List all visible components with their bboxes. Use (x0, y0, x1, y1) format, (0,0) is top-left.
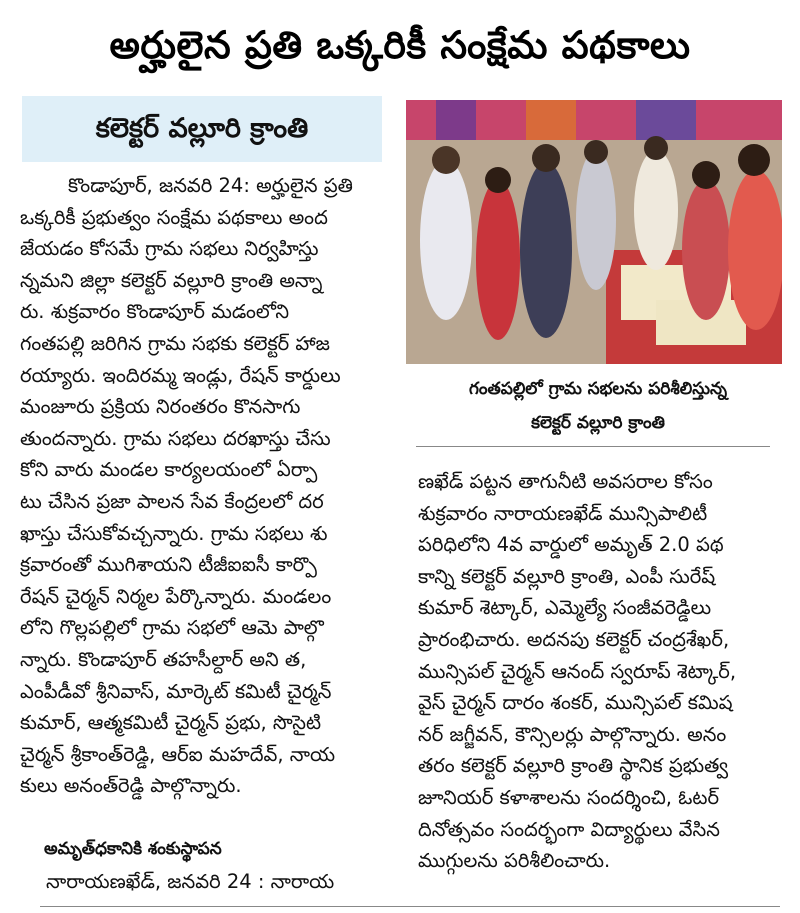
left-column-line: తుందన్నారు. గ్రామ సభలు దరఖాస్తు చేసు (20, 426, 331, 450)
headline: అర్హులైన ప్రతి ఒక్కరికీ సంక్షేమ పథకాలు (109, 23, 691, 67)
right-column-line: కాన్ని కలెక్టర్ వల్లూరి క్రాంతి, ఎంపీ సురేష్ (418, 564, 716, 588)
left-column-line: రు. శుక్రవారం కొండాపూర్ మడంలోని (20, 300, 290, 324)
left-column-line: జేయడం కోసమే గ్రామ సభలు నిర్వహిస్తు (20, 237, 319, 261)
left-column-line: ఖాస్తు చేసుకోవచ్చన్నారు. గ్రామ సభలు శు (20, 521, 328, 545)
subheadline-box (22, 96, 382, 162)
photo-caption-line: గంతపల్లిలో గ్రామ సభలను పరిశీలిస్తున్న (469, 379, 727, 399)
left-column-line: రేషన్ చైర్మన్ నిర్మల పేర్కొన్నారు. మండలం (20, 584, 332, 608)
section-subtitle: అమృత్‌ధకానికి శంకుస్థాపన (44, 839, 222, 859)
left-column-line: గంతపల్లి జరిగిన గ్రామ సభకు కలెక్టర్ హాజ (20, 331, 330, 355)
right-column (418, 466, 790, 877)
right-column-line: దినోత్సవం సందర్భంగా విద్యార్థులు వేసిన (418, 817, 720, 841)
right-column-line: శుక్రవారం నారాయణఖేడ్ మున్సిపాలిటీ (418, 501, 708, 525)
right-column-line: తరం కలెక్టర్ వల్లూరి క్రాంతి స్థానిక ప్రభుత్వ (418, 754, 729, 778)
left-column-line: ఎంపీడీవో శ్రీనివాస్, మార్కెట్ కమిటీ చైర్మన్ (20, 679, 332, 703)
right-column-line: కుమార్ శెట్కార్, ఎమ్మెల్యే సంజీవరెడ్డిలు (418, 596, 712, 620)
divider-rule (416, 446, 770, 447)
left-column (20, 170, 386, 802)
right-column-line: నర్ జగ్జీవన్, కౌన్సిలర్లు పాల్గొన్నారు. అనం (418, 722, 727, 746)
news-photo-illustration (406, 100, 782, 364)
left-column-line: రయ్యారు. ఇందిరమ్మ ఇండ్లు, రేషన్ కార్డులు (20, 363, 341, 387)
news-photo (406, 100, 782, 364)
photo-caption (418, 372, 778, 440)
left-column-line: క్రవారంతో ముగిశాయని టీజీఐఐసీ కార్పొ (20, 553, 317, 577)
left-column-line: న్నారు. కొండాపూర్ తహసీల్దార్ అని త, (20, 647, 307, 671)
right-column-line: మున్సిపల్ చైర్మన్ ఆనంద్ స్వరూప్ శెట్కార్, (418, 659, 737, 683)
left-column-line: టు చేసిన ప్రజా పాలన సేవ కేంద్రలలో దర (20, 489, 324, 513)
right-column-line: ముగ్గులను పరిశీలించారు. (418, 849, 611, 873)
right-column-line: ప్రారంభిచారు. అదనపు కలెక్టర్ చంద్రశేఖర్, (418, 627, 730, 651)
subheadline: కలెక్టర్ వల్లూరి క్రాంతి (95, 113, 309, 144)
left-column-line: కొండాపూర్, జనవరి 24: అర్హులైన ప్రతి (68, 174, 353, 197)
left-column-line: కులు అనంత్‌రెడ్డి పాల్గొన్నారు. (20, 774, 242, 798)
right-column-line: ణఖేడ్ పట్టన తాగునీటి అవసరాల కోసం (418, 470, 713, 493)
right-column-line: జూనియర్ కళాశాలను సందర్శించి, ఓటర్ (418, 785, 720, 809)
left-column-line: ఒక్కరికీ ప్రభుత్వం సంక్షేమ పథకాలు అంద (20, 205, 328, 229)
left-column-line: చైర్మన్ శ్రీకాంత్‌రెడ్డి, ఆర్ఐ మహదేవ్, నాయ (20, 742, 336, 766)
bottom-rule (40, 906, 780, 907)
photo-caption-line: కలెక్టర్ వల్లూరి క్రాంతి (531, 413, 665, 433)
right-column-line: వైస్ చైర్మన్ దారం శంకర్, మున్సిపల్ కమిష (418, 691, 733, 715)
section-first-line: నారాయణఖేడ్, జనవరి 24 : నారాయ (46, 870, 335, 893)
left-column-line: కోని వారు మండల కార్యలయంలో ఏర్పా (20, 458, 318, 482)
right-column-line: పరిధిలోని 4వ వార్డులో అమృత్ 2.0 పథ (418, 533, 724, 557)
left-column-line: న్నమని జిల్లా కలెక్టర్ వల్లూరి క్రాంతి అన్నా (20, 268, 323, 292)
left-column-line: లోని గొల్లపల్లిలో గ్రామ సభలో ఆమె పాల్గొ (20, 616, 324, 640)
left-column-line: మంజూరు ప్రక్రియ నిరంతరం కొనసాగు (20, 395, 301, 419)
left-column-line: కుమార్, ఆత్మకమిటీ చైర్మన్ ప్రభు, సొసైటి (20, 711, 322, 735)
